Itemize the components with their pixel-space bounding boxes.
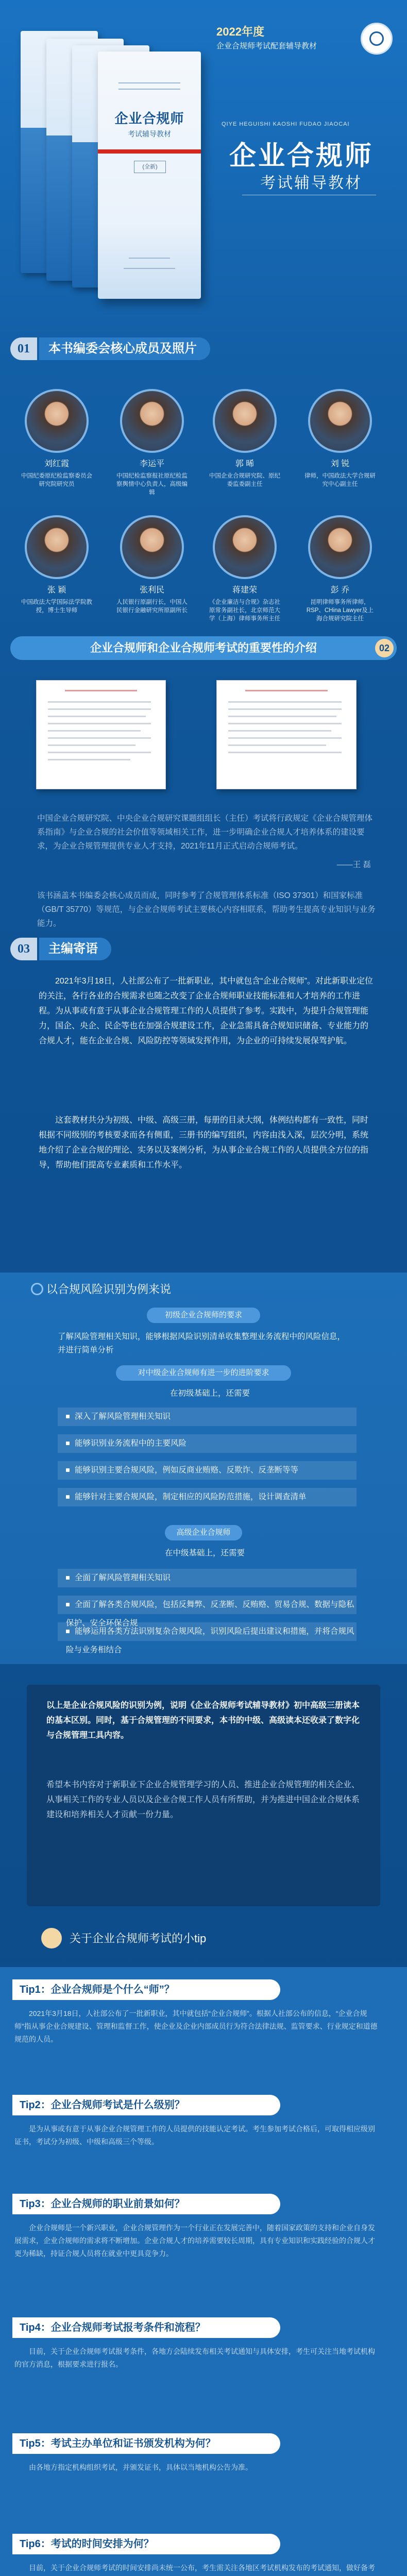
editor-name: 刘红霞: [44, 460, 69, 468]
editor-description: 中国政法大学国际法学院教授，博士生导师: [21, 599, 92, 614]
avatar: [25, 389, 89, 453]
intro-paragraph: 中国企业合规研究院、中央企业合规研究课题组组长（主任）考试将行政规定《企业合规管理体系指南》与企业合规的社会价值等领域相关工作，进一步明确企业合规人才培养体系的建设要求，为企业合规管理提供专业人才支持，2021年11月正式启动合规师考试。: [37, 814, 373, 851]
summary-text: 希望本书内容对于新职业下企业合规管理学习的人员、推进企业合规管理的相关企业、从事相关工作的专业人员以及企业合规工作人员有所帮助，并为推进中国企业合规体系建设和培养相关人才贡献一份力量。: [46, 1781, 360, 1819]
book-edition-badge: (全新): [134, 161, 166, 173]
avatar: [213, 389, 277, 453]
editor-card: [21, 389, 93, 488]
section-banner-02: 企业合规师和企业合规师考试的重要性的介绍 02: [10, 636, 397, 660]
editor-description: 中国纪委原纪检监察委员会研究院研究员: [21, 473, 92, 487]
level-chip-senior: 高级企业合规师: [165, 1525, 242, 1540]
tip-answer: 是为从事或有意于从事企业合规管理工作的人员提供的技能认定考试。考生参加考试合格后，可取得相应级别证书，考试分为初级、中级和高级三个等级。: [14, 2125, 375, 2146]
requirement-item: 全面了解风险管理相关知识: [58, 1569, 357, 1587]
book-cover-title: 企业合规师: [114, 111, 184, 126]
editor-card: [116, 389, 188, 497]
panel-heading: 以合规风险识别为例来说: [46, 1283, 172, 1296]
editor-name: 郭 晞: [235, 460, 255, 468]
editor-name: 刘 锐: [330, 460, 350, 468]
tip-question: Tip3：企业合规师的职业前景如何？: [12, 2194, 280, 2214]
editor-description: 律师，中国政法大学合规研究中心副主任: [304, 473, 376, 487]
editor-name: 蒋建荣: [232, 586, 257, 595]
document-image: [216, 680, 357, 789]
editor-name: 彭 乔: [330, 586, 350, 595]
tip-question: Tip6：考试的时间安排为何？: [12, 2534, 280, 2554]
book-cover: [98, 52, 201, 299]
editor-message: 这套教材共分为初级、中级、高级三册，每册的目录大纲，体例结构都有一致性，同时根据不同级别的考核要求而各有侧重，三册书的编写组织，内容由浅入深，层次分明，系统地介绍了企业合规的理论、实务以及案例分析，为从事企业合规工作的人员提供全方位的指导，帮助他们提高专业素质和工作水平。: [39, 1116, 369, 1170]
editor-description: 《企业廉洁与合规》杂志社原常务副社长，北京师范大学（上海）律师事务所主任: [209, 599, 280, 622]
hero-tagline: 企业合规师考试配套辅导教材: [216, 42, 317, 50]
intro-paragraph: 该书涵盖本书编委会核心成员而成，同时参考了合规管理体系标准（ISO 37301）和国家标准（GB/T 35770）等规范，与企业合规师考试主要核心内容相联系，帮助考生提高专业知识与业务能力。: [37, 891, 376, 928]
editor-description: 昆明律师事务所律师，RSP、CHina Lawyer及上海合规研究院主任: [306, 599, 374, 622]
hero-section: [0, 0, 407, 330]
tip-answer: 目前，关于企业合规师考试报考条件，各地方会陆续发布相关考试通知与具体安排，考生可关注当地考试机构的官方消息，根据要求进行报名。: [14, 2347, 375, 2368]
tip-question: Tip4：企业合规师考试报考条件和流程？: [12, 2317, 280, 2338]
hero-subtitle: 考试辅导教材: [260, 175, 362, 192]
tip-question: Tip2：企业合规师考试是什么级别？: [12, 2095, 280, 2115]
avatar: [308, 389, 372, 453]
tips-heading: 关于企业合规师考试的小tip: [70, 1932, 207, 1945]
tip-answer: 企业合规师是一个新兴职业，企业合规管理作为一个行业正在发展完善中，随着国家政策的支持和企业自身发展需求，企业合规师的需求将不断增加。企业合规人才的培养需要较长周期，具有专业知识和实践经验的合规人才更为稀缺，持证合规人员将在就业中更具竞争力。: [14, 2224, 375, 2258]
editor-card: [209, 515, 281, 623]
requirement-item: 全面了解各类合规风险，包括反舞弊、反垄断、反贿赂、贸易合规、数据与隐私保护、安全环保合规: [58, 1596, 357, 1614]
editor-card: [304, 389, 376, 488]
book-cover-subtitle: 考试辅导教材: [128, 130, 171, 138]
document-image: [36, 680, 166, 789]
editor-description: 中国企业合规研究院、原纪委监委副主任: [209, 473, 280, 487]
tip-answer: 目前，关于企业合规师考试的时间安排尚未统一公布，考生需关注各地区考试机构发布的考试通知，做好备考: [29, 2564, 375, 2572]
publisher-logo-icon: [361, 23, 393, 55]
avatar: [213, 515, 277, 579]
requirement-item: 深入了解风险管理相关知识: [58, 1408, 357, 1426]
editor-card: [116, 515, 188, 615]
circle-icon: [31, 1283, 43, 1295]
tips-section: [0, 1967, 407, 2576]
level-chip-junior: 初级企业合规师的要求: [147, 1308, 260, 1323]
editor-card: [21, 515, 93, 615]
avatar: [25, 515, 89, 579]
level-text: 在初级基础上，还需要: [170, 1389, 250, 1398]
requirement-item: 能够运用各类方法识别复杂合规风险，识别风险后提出建议和措施，并将合规风险与业务相结合: [58, 1622, 357, 1641]
hero-year: 2022年度: [216, 25, 264, 38]
requirement-item: 能够识别主要合规风险，例如反商业贿赂、反欺诈、反垄断等等: [58, 1461, 357, 1480]
requirement-item: 能够针对主要合规风险，制定相应的风险防范措施，设计调查清单: [58, 1488, 357, 1506]
summary-box: [27, 1685, 380, 1906]
lightbulb-icon: [41, 1928, 62, 1948]
editor-message: 2021年3月18日，人社部公布了一批新职业，其中就包含“企业合规师”。对此新职业定位的关注，各行各业的合规需求也随之改变了企业合规师职业技能标准和人才培养的工作进程。为从事或有意于从事企业合规管理工作的人员提供了参考。实践中，为提升合规管理能力，国企、央企、民企等也在加强合规建设工作，企业急需具备合规知识储备、专业能力的合规人才，能在企业合规、风险防控等领域发挥作用，为企业的可持续发展保驾护航。: [39, 977, 373, 1045]
tip-answer: 由各地方指定机构组织考试，并颁发证书，具体以当地机构公告为准。: [29, 2463, 252, 2471]
tip-question: Tip5：考试主办单位和证书颁发机构为何？: [12, 2433, 280, 2454]
level-text: 在中级基础上，还需要: [165, 1549, 245, 1557]
editor-description: 中国纪检监察报社原纪检监察舆情中心负责人，高级编辑: [116, 473, 188, 496]
avatar: [120, 389, 184, 453]
avatar: [308, 515, 372, 579]
editor-name: 张利民: [139, 586, 164, 595]
signature: ——王 磊: [336, 860, 371, 869]
book-stack-image: [21, 31, 191, 299]
hero-pinyin: QIYE HEGUISHI KAOSHI FUDAO JIAOCAI: [222, 121, 350, 127]
editor-description: 人民银行原副行长，中国人民银行金融研究所原副所长: [116, 599, 188, 614]
tip-question: Tip1：企业合规师是个什么“师”？: [12, 1979, 280, 2000]
avatar: [120, 515, 184, 579]
level-chip-intermediate: 对中级企业合规师有进一步的进阶要求: [116, 1365, 291, 1381]
editor-name: 李运平: [139, 460, 164, 468]
hero-title: 企业合规师: [229, 141, 374, 171]
tip-answer: 2021年3月18日，人社部公布了一批新职业，其中就包括“企业合规师”。根据人社部公布的信息，“企业合规师”指从事企业合规建设、管理和监督工作，使企业及企业内部成员行为符合法律法规、监管要求、行业规定和道德规范的人员。: [14, 2009, 378, 2043]
editor-card: [304, 515, 376, 623]
editor-card: [209, 389, 281, 488]
editor-name: 张 颖: [47, 586, 66, 595]
summary-text: 以上是企业合规风险的识别为例，说明《企业合规师考试辅导教材》初中高级三册读本的基本区别。同时，基于合规管理的不同要求，本书的中级、高级读本还收录了数字化与合规管理工具内容。: [46, 1701, 360, 1740]
requirement-item: 能够识别业务流程中的主要风险: [58, 1434, 357, 1453]
risk-panel: [0, 1273, 407, 1664]
level-text: 了解风险管理相关知识，能够根据风险识别清单收集整理业务流程中的风险信息，并进行简单分析: [58, 1332, 346, 1354]
page: 企业合规师 考试辅导教材 (全新) 2022年度 企业合规师考试配套辅导教材 QIYE HEGUISHI KAOSHI FUDAO JIAOCAI 企业合规师 考试辅导教材 01 本书编委会核心成员及照片 刘红霞 中国纪委原纪检监察委员会研究院研究员 李运平 中国纪检监察报社原纪检监察舆情中心负责人，高级编辑 郭 晞 中国企业合规研究院、原纪委监委副主任 刘 锐 律师，中国政法大学合规研究中心副主任 张 颖 中国政法大学国际法学院教授，博士生导师 张利民 人民银行原副行长，中国人民银行金融研究所原副所长 蒋建荣 《企业廉洁与合规》杂志社原常务副社长，北京师范大学（上海）律师事务所主任 彭 乔 昆明律师事务所律师，RSP、CHina Lawyer及上海合规研究院主任 企业合规师和企业合规师考试的重要性的介绍 02 中国企业合规研究院、中央企业合规研究课题组组长（主任）考试将行政规定《企业合规管理体系指南》与企业合规的社会价值等领域相关工作，进一步明确企业合规人才培养体系的建设要求，为企业合规管理提供专业人才支持，2021年11月正式启动合规师考试。 ——王 磊 该书涵盖本书编委会核心成员而成，同时参考了合规管理体系标准（ISO 37301）和国家标准（GB/T 35770）等规范，与企业合规师考试主要核心内容相联系，帮助考生提高专业知识与业务能力。 03 主编寄语 2021年3月18日，人社部公布了一批新职业，其中就包含“企业合规师”。对此新职业定位的关注，各行各业的合规需求也随之改变了企业合规师职业技能标准和人才培养的工作进程。为从事或有意于从事企业合规管理工作的人员提供了参考。实践中，为提升合规管理能力，国企、央企、民企等也在加强合规建设工作，企业急需具备合规知识储备、专业能力的合规人才，能在企业合规、风险防控等领域发挥作用，为企业的可持续发展保驾护航。 这套教材共分为初级、中级、高级三册，每册的目录大纲，体例结构都有一致性，同时根据不同级别的考核要求而各有侧重，三册书的编写组织，内容由浅入深，层次分明，系统地介绍了企业合规的理论、实务以及案例分析，为从事企业合规工作的人员提供全方位的指导，帮助他们提高专业素质和工作水平。 以合规风险识别为例来说 初级企业合规师的要求 了解风险管理相关知识，能够根据风险识别清单收集整理业务流程中的风险信息，并进行简单分析 对中级企业合规师有进一步的进阶要求 在初级基础上，还需要 深入了解风险管理相关知识 能够识别业务流程中的主要风险 能够识别主要合规风险，例如反商业贿赂、反欺诈、反垄断等等 能够针对主要合规风险，制定相应的风险防范措施，设计调查清单 高级企业合规师 在中级基础上，还需要 全面了解风险管理相关知识 全面了解各类合规风险，包括反舞弊、反垄断、反贿赂、贸易合规、数据与隐私保护、安全环保合规 能够运用各类方法识别复杂合规风险，识别风险后提出建议和措施，并将合规风险与业务相结合 以上是企业合规风险的识别为例，说明《企业合规师考试辅导教材》初中高级三册读本的基本区别。同时，基于合规管理的不同要求，本书的中级、高级读本还收录了数字化与合规管理工具内容。 希望本书内容对于新职业下企业合规管理学习的人员、推进企业合规管理的相关企业、从事相关工作的专业人员以及企业合规工作人员有所帮助，并为推进中国企业合规体系建设和培养相关人才贡献一份力量。 关于企业合规师考试的小tip Tip1：企业合规师是个什么“师”？ 2021年3月18日，人社部公布了一批新职业，其中就包括“企业合规师”。根据人社部公布的信息，“企业合规师”指从事企业合规建设、管理和监督工作，使企业及企业内部成员行为符合法律法规、监管要求、行业规定和道德规范的人员。 Tip2：企业合规师考试是什么级别？ 是为从事或有意于从事企业合规管理工作的人员提供的技能认定考试。考生参加考试合格后，可取得相应级别证书，考试分为初级、中级和高级三个等级。 Tip3：企业合规师的职业前景如何？ 企业合规师是一个新兴职业，企业合规管理作为一个行业正在发展完善中，随着国家政策的支持和企业自身发展需求，企业合规师的需求将不断增加。企业合规人才的培养需要较长周期，具有专业知识和实践经验的合规人才更为稀缺，持证合规人员将在就业中更具竞争力。 Tip4：企业合规师考试报考条件和流程？ 目前，关于企业合规师考试报考条件，各地方会陆续发布相关考试通知与具体安排，考生可关注当地考试机构的官方消息，根据要求进行报名。 Tip5：考试主办单位和证书颁发机构为何？ 由各地方指定机构组织考试，并颁发证书，具体以当地机构公告为准。 Tip6：考试的时间安排为何？ 目前，关于企业合规师考试的时间安排尚未统一公布，考生需关注各地区考试机构发布的考试通知，做好备考: [0, 0, 407, 2576]
